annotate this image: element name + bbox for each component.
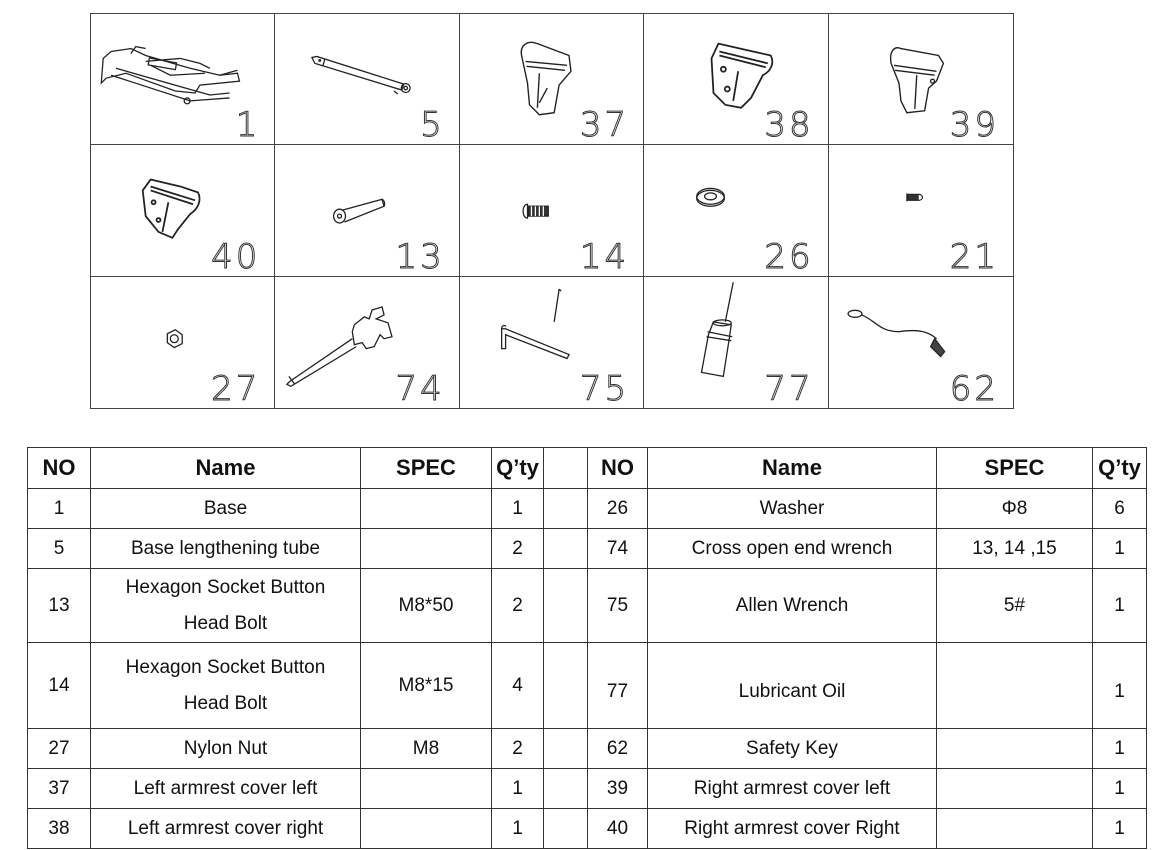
cell-name: Washer — [648, 489, 937, 529]
part-number: 27 — [211, 368, 261, 408]
cell-gap — [544, 569, 588, 643]
part-cell-74 — [275, 277, 459, 408]
part-number: 40 — [211, 236, 261, 277]
part-cell-14 — [460, 145, 644, 276]
cell-name — [91, 643, 361, 729]
table-header-row — [28, 448, 1147, 489]
cell-name-line-1: Hexagon Socket Button — [125, 576, 326, 598]
cell-qty: 2 — [492, 729, 544, 769]
cell-name-line-2: Head Bolt — [183, 612, 268, 634]
part-number: 75 — [579, 368, 630, 408]
cell-no: 37 — [28, 769, 91, 809]
header-gap — [544, 448, 588, 489]
cell-name: Base — [91, 489, 361, 529]
cell-no: 1 — [28, 489, 91, 529]
header-qty-2: Q’ty — [1093, 448, 1147, 489]
part-cell-1 — [91, 14, 275, 145]
header-spec: SPEC — [361, 448, 492, 489]
part-cell-62 — [829, 277, 1013, 408]
cell-spec: M8*50 — [361, 569, 492, 643]
part-number: 74 — [395, 368, 445, 408]
cell-name: Left armrest cover left — [91, 769, 361, 809]
part-number: 39 — [949, 105, 999, 146]
cell-spec — [361, 769, 492, 809]
table-row — [28, 529, 1147, 569]
part-cell-75 — [460, 277, 644, 408]
cell-spec — [937, 769, 1093, 809]
cell-name: Right armrest cover Right — [648, 809, 937, 849]
table-row — [28, 729, 1147, 769]
cell-qty: 6 — [1093, 489, 1147, 529]
header-no: NO — [28, 448, 91, 489]
cell-spec: 5# — [937, 569, 1093, 643]
cell-name: Nylon Nut — [91, 729, 361, 769]
cell-spec — [937, 643, 1093, 729]
cell-no: 5 — [28, 529, 91, 569]
cell-qty: 1 — [492, 769, 544, 809]
part-number: 38 — [764, 105, 814, 146]
part-number: 62 — [949, 368, 999, 408]
cell-name — [91, 569, 361, 643]
cell-no: 13 — [28, 569, 91, 643]
cell-qty: 1 — [1093, 569, 1147, 643]
cell-no: 62 — [588, 729, 648, 769]
cell-gap — [544, 809, 588, 849]
cell-name: Lubricant Oil — [648, 643, 937, 729]
table-row — [28, 569, 1147, 643]
cell-gap — [544, 489, 588, 529]
header-no-2: NO — [588, 448, 648, 489]
cell-spec — [361, 489, 492, 529]
cell-spec: M8 — [361, 729, 492, 769]
cell-qty: 1 — [492, 489, 544, 529]
cell-no: 75 — [588, 569, 648, 643]
cell-no: 74 — [588, 529, 648, 569]
part-cell-13 — [275, 145, 459, 276]
cell-name: Base lengthening tube — [91, 529, 361, 569]
cell-qty: 1 — [492, 809, 544, 849]
part-number: 26 — [764, 236, 814, 277]
cell-no: 40 — [588, 809, 648, 849]
part-cell-26 — [644, 145, 828, 276]
cell-name: Left armrest cover right — [91, 809, 361, 849]
cell-spec — [361, 529, 492, 569]
cell-no: 77 — [588, 643, 648, 729]
cell-qty: 2 — [492, 569, 544, 643]
cell-spec — [361, 809, 492, 849]
cell-name: Allen Wrench — [648, 569, 937, 643]
cell-qty: 1 — [1093, 529, 1147, 569]
part-number: 14 — [579, 236, 630, 277]
part-number: 77 — [764, 368, 814, 408]
part-cell-21 — [829, 145, 1013, 276]
cell-gap — [544, 729, 588, 769]
part-cell-77 — [644, 277, 828, 408]
cell-name: Right armrest cover left — [648, 769, 937, 809]
part-number: 1 — [235, 105, 261, 146]
part-cell-39 — [829, 14, 1013, 145]
header-name-2: Name — [648, 448, 937, 489]
cell-spec — [937, 809, 1093, 849]
cell-name-line-1: Hexagon Socket Button — [125, 656, 326, 678]
cell-no: 27 — [28, 729, 91, 769]
part-cell-37 — [460, 14, 644, 145]
part-number: 37 — [579, 105, 630, 146]
parts-list-table — [27, 447, 1147, 849]
cell-no: 26 — [588, 489, 648, 529]
cell-gap — [544, 769, 588, 809]
part-cell-40 — [91, 145, 275, 276]
table-row — [28, 809, 1147, 849]
cell-spec: 13, 14 ,15 — [937, 529, 1093, 569]
cell-name: Cross open end wrench — [648, 529, 937, 569]
parts-illustration-grid — [90, 13, 1014, 409]
table-row — [28, 489, 1147, 529]
cell-qty: 1 — [1093, 769, 1147, 809]
part-number: 13 — [395, 236, 445, 277]
table-row — [28, 643, 1147, 729]
cell-no: 39 — [588, 769, 648, 809]
header-qty: Q’ty — [492, 448, 544, 489]
cell-spec: M8*15 — [361, 643, 492, 729]
part-cell-5 — [275, 14, 459, 145]
cell-qty: 1 — [1093, 729, 1147, 769]
table-row — [28, 769, 1147, 809]
cell-no: 38 — [28, 809, 91, 849]
cell-spec — [937, 729, 1093, 769]
part-number: 5 — [420, 105, 445, 146]
cell-name: Safety Key — [648, 729, 937, 769]
header-spec-2: SPEC — [937, 448, 1093, 489]
cell-gap — [544, 643, 588, 729]
header-name: Name — [91, 448, 361, 489]
part-number: 21 — [949, 236, 999, 277]
cell-name-line-2: Head Bolt — [183, 692, 268, 714]
part-cell-27 — [91, 277, 275, 408]
cell-qty: 1 — [1093, 809, 1147, 849]
cell-spec: Φ8 — [937, 489, 1093, 529]
cell-qty: 1 — [1093, 643, 1147, 729]
part-cell-38 — [644, 14, 828, 145]
cell-qty: 2 — [492, 529, 544, 569]
cell-gap — [544, 529, 588, 569]
cell-qty: 4 — [492, 643, 544, 729]
cell-no: 14 — [28, 643, 91, 729]
